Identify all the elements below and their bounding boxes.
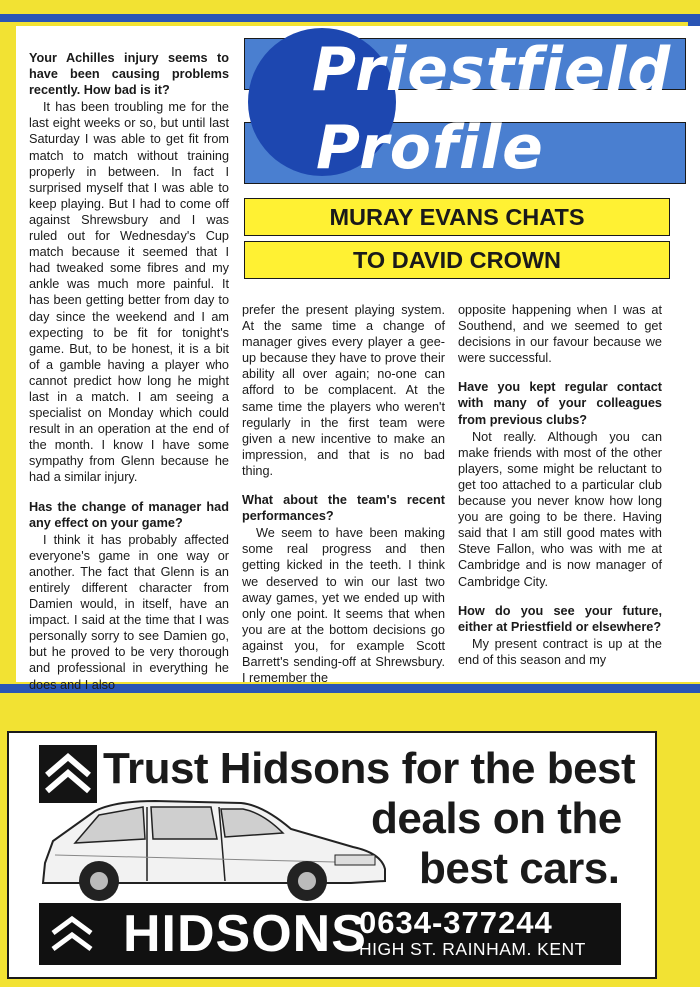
interview-question: Has the change of manager had any effect on your game? [29, 499, 229, 530]
advert-phone: 0634-377244 [359, 905, 553, 940]
interview-answer: It has been troubling me for the last eight weeks or so, but until last Saturday I was able to get fit from match to match without training properly in between. In fact I surprised myself that I was able to keep playing. But I had to come off against Shrewsbury and I was ruled out for Wednesday's Cup match because it seemed that I had tweaked some fibres and my ankle was much more painful. It has been getting better from day to day since the weekend and I am expecting to be fit for tonight's game. But, to be honest, it is a bit of a gamble having a player who cannot predict how long he might last in a match. I am seeing a specialist on Monday which could result in an operation at the end of the month. I know I have some sympathy from Glenn because he had a similar injury. [29, 100, 229, 485]
top-blue-stripe [0, 14, 700, 22]
interview-question: What about the team's recent performances? [242, 493, 445, 524]
advert-address: HIGH ST. RAINHAM. KENT [359, 939, 586, 959]
interview-answer: My present contract is up at the end of this season and my [458, 636, 662, 667]
interview-answer: I think it has probably affected everyone's game in one way or another. The fact that Glenn is an entirely different character from Damien would, in itself, have an impact. I said at the time that I was personally sorry to see Damien go, but he proved to be very thorough and professional in everything he does and I also [29, 532, 229, 692]
article-column-3 [458, 302, 662, 668]
advert-headline-3: best cars. [419, 844, 620, 893]
advert-brand: HIDSONS [123, 905, 367, 963]
headline-banner-2: TO DAVID CROWN [244, 241, 670, 279]
article-column-2 [242, 302, 445, 686]
article-page [16, 26, 700, 692]
headline-banner-1: MURAY EVANS CHATS [244, 198, 670, 236]
advert-headline-1: Trust Hidsons for the best [103, 744, 636, 793]
interview-question: How do you see your future, either at Priestfield or elsewhere? [458, 603, 662, 634]
advert-headline-2: deals on the [371, 794, 622, 843]
hatchback-car-icon [35, 785, 395, 905]
interview-question: Your Achilles injury seems to have been causing problems recently. How bad is it? [29, 51, 229, 98]
interview-question: Have you kept regular contact with many of your colleagues from previous clubs? [458, 380, 662, 427]
interview-answer: Not really. Although you can make friends with most of the other players, some might be reluctant to get too attached to a particular club because you never know how long you are going to be there. Having said that I am still good mates with Steve Fallon, who was with me at Cambridge and is now manager of Cambridge City. [458, 429, 662, 589]
advert-contact-strip [39, 903, 621, 965]
interview-answer: We seem to have been making some real progress and then getting kicked in the teeth. I think we deserved to win our last two away games, yet we ended up with only one point. It seems that when you are at the bottom decisions go against you, for example Scott Barrett's sending-off at Shrewsbury. I remember the [242, 526, 445, 686]
hidsons-advert [7, 731, 657, 979]
interview-answer: opposite happening when I was at Southend, and we seemed to get decisions in our favour because we were successful. [458, 303, 662, 366]
citroen-logo-icon-small [47, 909, 97, 959]
title-priestfield: Priestfield [312, 35, 672, 105]
interview-answer: prefer the present playing system. At the same time a change of manager gives every player a gee-up because they have to prove their ability all over again; no-one can afford to be complacent. At the same time the players who weren't regularly in the first team were given a new incentive to make an impression, and that is no bad thing. [242, 303, 445, 478]
article-column-1 [29, 50, 229, 693]
title-profile: Profile [316, 113, 544, 183]
